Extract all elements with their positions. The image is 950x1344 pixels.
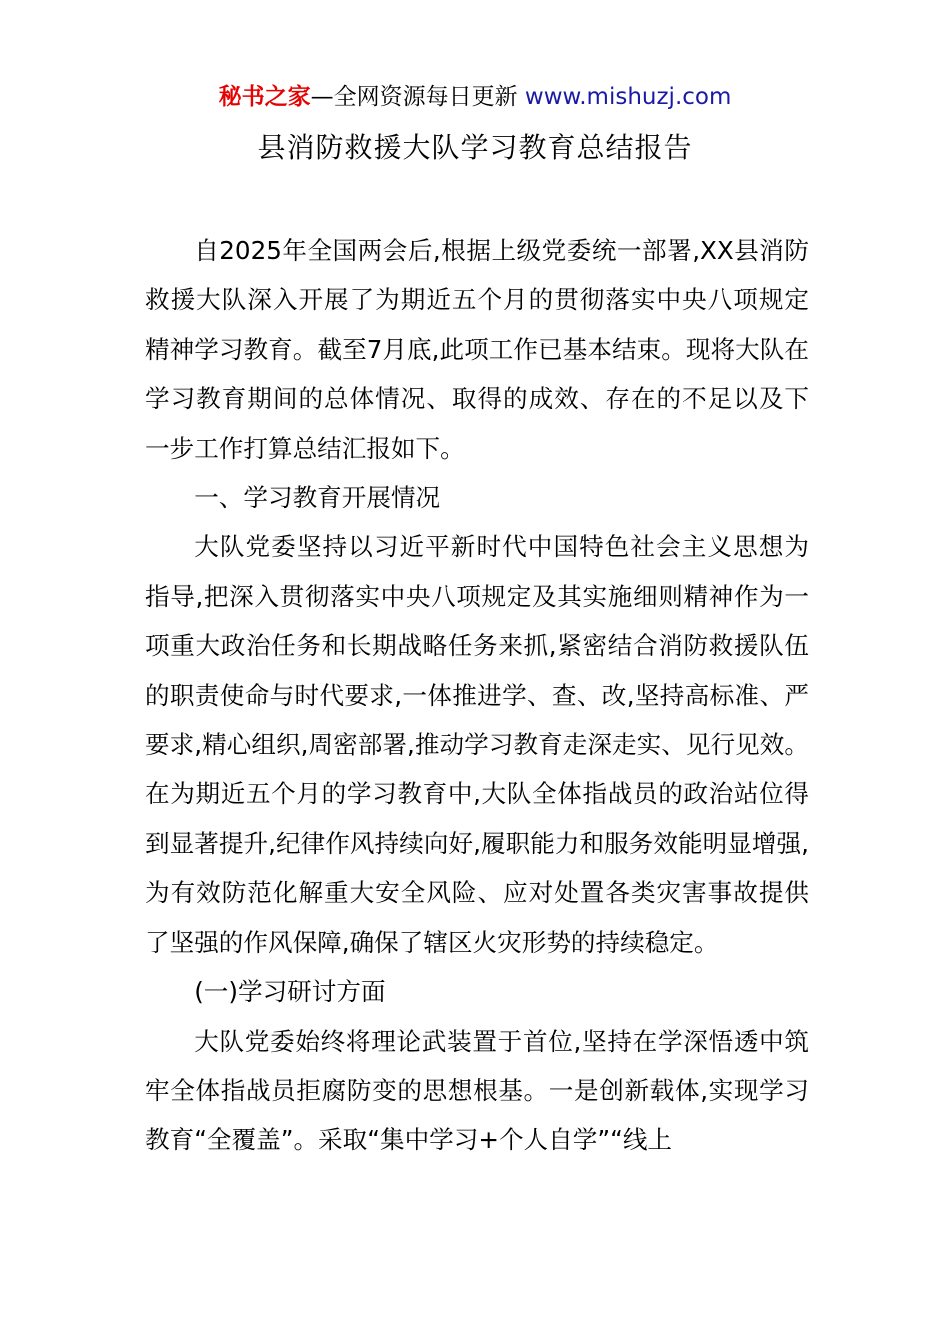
subsection-heading-1: (一)学习研讨方面 [194,977,386,1007]
site-header [0,80,950,114]
document-title: 县消防救援大队学习教育总结报告 [257,131,693,164]
section-heading-1: 一、学习教育开展情况 [194,483,441,513]
site-slogan: —全网资源每日更新 [310,84,525,110]
site-brand: 秘书之家 [218,84,311,110]
body-paragraph: 大队党委始终将理论武装置于首位,坚持在学深悟透中筑牢全体指战员拒腐防变的思想根基。一是创新载体,实现学习教育“全覆盖”。采取“集中学习+个人自学”“线上 [145,1026,809,1155]
intro-paragraph: 自2025年全国两会后,根据上级党委统一部署,XX县消防救援大队深入开展了为期近五个月的贯彻落实中央八项规定精神学习教育。截至7月底,此项工作已基本结束。现将大队在学习教育期间的总体情况、取得的成效、存在的不足以及下一步工作打算总结汇报如下。 [145,236,809,463]
site-url-link[interactable]: www.mishuzj.com [524,84,732,110]
document-body [145,226,809,1165]
body-paragraph: 大队党委坚持以习近平新时代中国特色社会主义思想为指导,把深入贯彻落实中央八项规定及其实施细则精神作为一项重大政治任务和长期战略任务来抓,紧密结合消防救援队伍的职责使命与时代要求,一体推进学、查、改,坚持高标准、严要求,精心组织,周密部署,推动学习教育走深走实、见行见效。在为期近五个月的学习教育中,大队全体指战员的政治站位得到显著提升,纪律作风持续向好,履职能力和服务效能明显增强,为有效防范化解重大安全风险、应对处置各类灾害事故提供了坚强的作风保障,确保了辖区火灾形势的持续稳定。 [145,532,809,957]
